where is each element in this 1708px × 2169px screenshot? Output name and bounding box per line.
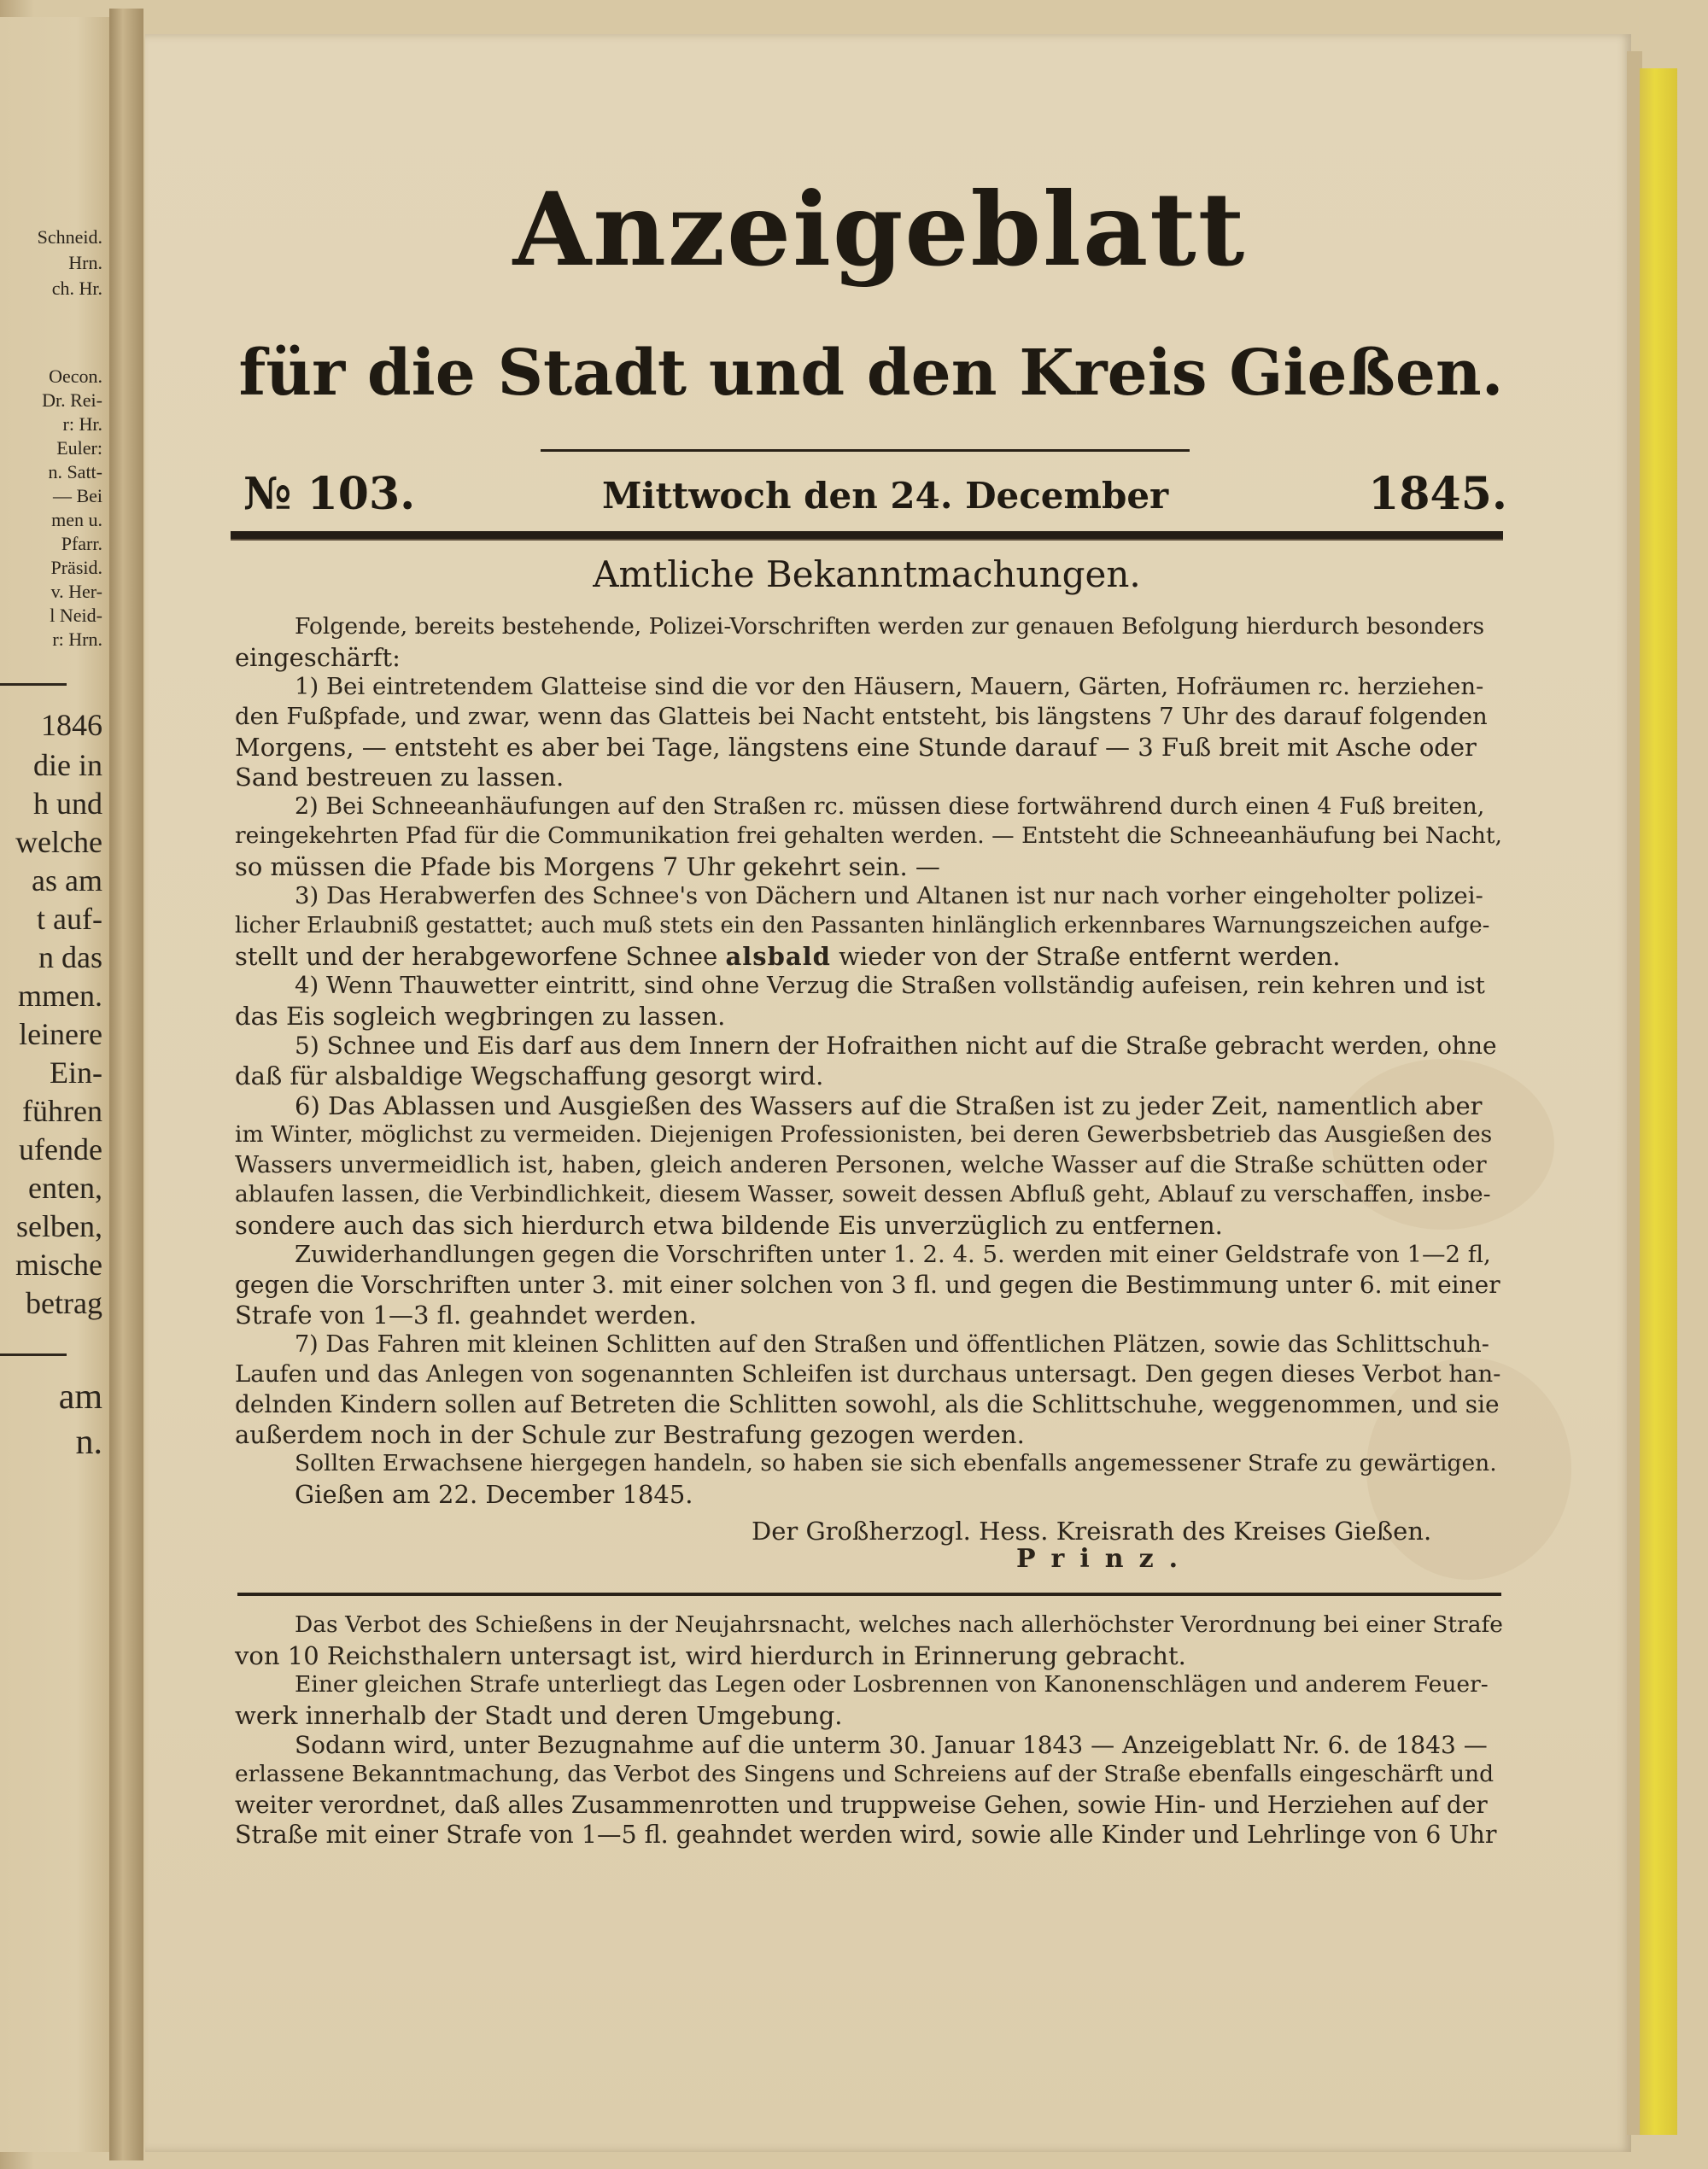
left-page-line: n.: [75, 1423, 102, 1462]
left-page-line: r: Hrn.: [52, 628, 102, 650]
body-line: daß für alsbaldige Wegschaffung gesorgt wird.: [235, 1061, 824, 1090]
body-line: 7) Das Fahren mit kleinen Schlitten auf den Straßen und öffentlichen Plätzen, sowie das Schlittschuh-: [295, 1331, 1489, 1358]
body-line: 6) Das Ablassen und Ausgießen des Wassers auf die Straßen ist zu jeder Zeit, namentlich aber: [295, 1091, 1483, 1120]
issue-number: № 103.: [243, 468, 416, 520]
left-page-line: n. Satt-: [48, 461, 102, 482]
left-page-line: betrag: [26, 1286, 102, 1320]
left-page-rule: [0, 683, 67, 686]
body-line: eingeschärft:: [235, 643, 401, 672]
notice-line: erlassene Bekanntmachung, das Verbot des Singens und Schreiens auf der Straße ebenfalls eingeschärft und: [235, 1761, 1494, 1787]
notice-line: Straße mit einer Strafe von 1—5 fl. geahndet werden wird, sowie alle Kinder und Lehrlinge von 6 Uhr: [235, 1821, 1497, 1849]
body-line: im Winter, möglichst zu vermeiden. Diejenigen Professionisten, bei deren Gewerbsbetrieb das Ausgießen des: [235, 1121, 1493, 1148]
left-page-line: ch. Hr.: [51, 278, 102, 299]
left-page-line: — Bei: [52, 485, 102, 506]
left-page-line: selben,: [16, 1209, 102, 1243]
left-page-line: ufende: [19, 1132, 102, 1166]
left-page-rule: [0, 1353, 67, 1356]
left-page-line: Euler:: [56, 437, 102, 459]
body-line: 2) Bei Schneeanhäufungen auf den Straßen rc. müssen diese fortwährend durch einen 4 Fuß breiten,: [295, 793, 1485, 820]
left-page-line: die in: [33, 748, 102, 782]
left-page-line: as am: [32, 863, 102, 897]
notice-line: Sodann wird, unter Bezugnahme auf die unterm 30. Januar 1843 — Anzeigeblatt Nr. 6. de 1843 —: [295, 1731, 1488, 1759]
notice-line: werk innerhalb der Stadt und deren Umgebung.: [235, 1701, 843, 1730]
body-line: Strafe von 1—3 fl. geahndet werden.: [235, 1301, 697, 1330]
left-page-line: n das: [38, 940, 102, 974]
masthead-subtitle: für die Stadt und den Kreis Gießen.: [238, 336, 1504, 410]
left-page-line: Schneid.: [37, 226, 102, 248]
notice-line: von 10 Reichsthalern untersagt ist, wird hierdurch in Erinnerung gebracht.: [235, 1641, 1186, 1670]
left-page-line: h und: [33, 786, 102, 821]
left-page-line: Präsid.: [50, 557, 102, 578]
body-line: sondere auch das sich hierdurch etwa bildende Eis unverzüglich zu entfernen.: [235, 1211, 1223, 1240]
body-line: gegen die Vorschriften unter 3. mit einer solchen von 3 fl. und gegen die Bestimmung unter 6. mit einer: [235, 1271, 1500, 1299]
section-divider: [237, 1593, 1501, 1596]
left-page-line: führen: [22, 1094, 102, 1128]
body-line-start: stellt und der herabgeworfene Schnee: [235, 942, 726, 971]
body-line: außerdem noch in der Schule zur Bestrafung gezogen werden.: [235, 1420, 1025, 1449]
left-page-line: Hrn.: [68, 252, 102, 273]
left-page-line: welche: [15, 825, 102, 859]
body-line: 1) Bei eintretendem Glatteise sind die vor den Häusern, Mauern, Gärten, Hofräumen rc. herziehen-: [295, 673, 1484, 700]
left-page-line: Dr. Rei-: [42, 389, 102, 411]
previous-page-fragment: [0, 17, 109, 2152]
body-line: ablaufen lassen, die Verbindlichkeit, diesem Wasser, soweit dessen Abfluß geht, Ablauf zu verschaffen, insbe-: [235, 1181, 1491, 1207]
body-line: reingekehrten Pfad für die Communikation frei gehalten werden. — Entsteht die Schneeanhäufung bei Nacht,: [235, 822, 1502, 849]
left-page-line: r: Hr.: [62, 413, 102, 435]
left-page-line: mmen.: [18, 979, 102, 1013]
body-line: so müssen die Pfade bis Morgens 7 Uhr gekehrt sein. —: [235, 852, 940, 881]
body-line: Zuwiderhandlungen gegen die Vorschriften unter 1. 2. 4. 5. werden mit einer Geldstrafe von 1—2 fl,: [295, 1241, 1491, 1268]
body-line: 3) Das Herabwerfen des Schnee's von Dächern und Altanen ist nur nach vorher eingeholter polizei-: [295, 882, 1483, 909]
left-page-line: 1846: [41, 708, 102, 742]
body-line: Laufen und das Anlegen von sogenannten Schleifen ist durchaus untersagt. Den gegen dieses Verbot han-: [235, 1360, 1501, 1388]
left-page-line: mische: [15, 1248, 102, 1282]
section-heading: Amtliche Bekanntmachungen.: [593, 553, 1141, 595]
header-rule: [231, 531, 1503, 541]
book-gutter: [109, 9, 143, 2160]
left-page-line: t auf-: [37, 902, 102, 936]
notice-line: Das Verbot des Schießens in der Neujahrsnacht, welches nach allerhöchster Verordnung bei einer Strafe: [295, 1611, 1503, 1638]
left-page-line: am: [58, 1377, 102, 1417]
body-line: delnden Kindern sollen auf Betreten die Schlitten sowohl, als die Schlittschuhe, weggenommen, und sie: [235, 1390, 1500, 1418]
left-page-line: Ein-: [50, 1055, 102, 1090]
body-line: Sand bestreuen zu lassen.: [235, 763, 564, 792]
masthead-title: Anzeigeblatt: [512, 170, 1247, 289]
left-page-line: men u.: [51, 509, 102, 530]
left-page-line: leinere: [19, 1017, 102, 1051]
masthead-rule: [541, 449, 1190, 452]
body-line: den Fußpfade, und zwar, wenn das Glatteis bei Nacht entsteht, bis längstens 7 Uhr des darauf folgenden: [235, 703, 1488, 730]
left-page-line: enten,: [28, 1171, 102, 1205]
issue-year: 1845.: [1368, 468, 1507, 520]
left-page-line: v. Her-: [50, 581, 102, 602]
issue-date: Mittwoch den 24. December: [602, 475, 1169, 517]
left-page-line: Pfarr.: [61, 533, 102, 554]
body-line: Gießen am 22. December 1845.: [295, 1480, 693, 1509]
notice-line: weiter verordnet, daß alles Zusammenrotten und truppweise Gehen, sowie Hin- und Herziehen auf der: [235, 1791, 1488, 1819]
body-line: Sollten Erwachsene hiergegen handeln, so haben sie sich ebenfalls angemessener Strafe zu gewärtigen.: [295, 1450, 1497, 1476]
emphasized-word: alsbald: [725, 942, 831, 971]
body-line: 5) Schnee und Eis darf aus dem Innern der Hofraithen nicht auf die Straße gebracht werden, ohne: [295, 1032, 1497, 1060]
notice-line: Einer gleichen Strafe unterliegt das Legen oder Losbrennen von Kanonenschlägen und anderem Feuer-: [295, 1671, 1489, 1698]
body-line: licher Erlaubniß gestattet; auch muß stets ein den Passanten hinlänglich erkennbares Warnungszeichen aufge-: [235, 913, 1490, 938]
signature-line: Der Großherzogl. Hess. Kreisrath des Kreises Gießen.: [752, 1517, 1432, 1546]
yellow-page-edge: [1640, 68, 1677, 2135]
body-line-end: wieder von der Straße entfernt werden.: [830, 942, 1341, 971]
signer-name: Prinz.: [1016, 1544, 1194, 1574]
left-page-line: l Neid-: [50, 605, 102, 626]
body-line: das Eis sogleich wegbringen zu lassen.: [235, 1002, 726, 1031]
body-line: Morgens, — entsteht es aber bei Tage, längstens eine Stunde darauf — 3 Fuß breit mit Asche oder: [235, 733, 1477, 762]
left-page-line: Oecon.: [49, 365, 102, 387]
body-line-with-emphasis: [235, 944, 1340, 969]
body-line: Folgende, bereits bestehende, Polizei-Vorschriften werden zur genauen Befolgung hierdurch besonders: [295, 613, 1485, 640]
body-line: Wassers unvermeidlich ist, haben, gleich anderen Personen, welche Wasser auf die Straße schütten oder: [235, 1151, 1487, 1178]
body-line: 4) Wenn Thauwetter eintritt, sind ohne Verzug die Straßen vollständig aufeisen, rein kehren und ist: [295, 972, 1485, 999]
